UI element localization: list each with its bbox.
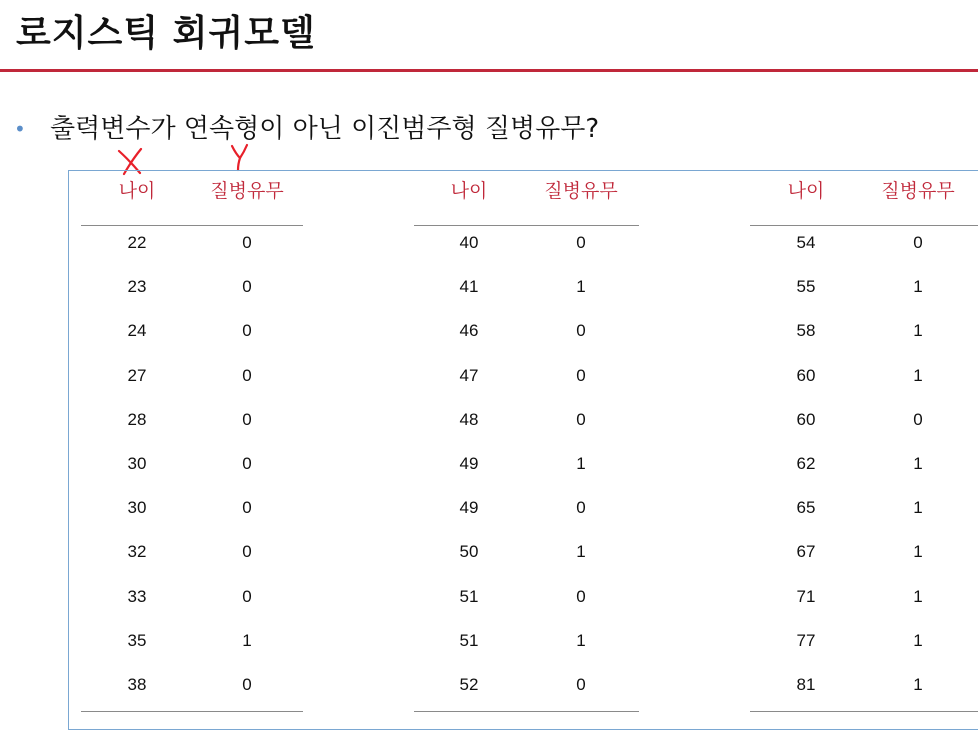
cell-disease: 1	[913, 630, 923, 650]
cell-age: 81	[796, 675, 816, 694]
cell-disease: 0	[913, 409, 923, 429]
table-row	[81, 354, 303, 398]
table-row	[81, 663, 303, 707]
cell-disease: 1	[913, 542, 923, 562]
cell-age: 41	[459, 277, 479, 297]
cell-disease: 1	[913, 498, 923, 518]
cell-disease: 0	[242, 321, 252, 341]
table-row	[750, 398, 978, 442]
cell-disease: 0	[242, 409, 252, 429]
cell-disease: 0	[242, 498, 252, 518]
column-header	[414, 175, 639, 215]
header-age: 나이	[450, 180, 488, 202]
cell-age: 62	[796, 454, 816, 473]
cell-age: 49	[459, 454, 479, 473]
table-row	[81, 619, 303, 663]
table-row	[750, 575, 978, 619]
cell-disease: 0	[576, 365, 586, 385]
column-header	[750, 175, 978, 215]
bullet-text: 출력변수가 연속형이 아닌 이진범주형 질병유무?	[50, 114, 600, 144]
cell-age: 49	[459, 498, 479, 518]
table-bottom-rule	[81, 711, 303, 712]
cell-age: 35	[127, 630, 147, 650]
table-row	[414, 619, 639, 663]
cell-disease: 1	[576, 454, 586, 473]
cell-disease: 0	[576, 586, 586, 606]
cell-age: 48	[459, 409, 479, 429]
cell-age: 71	[796, 586, 816, 606]
cell-age: 77	[796, 630, 816, 650]
header-age: 나이	[118, 180, 156, 202]
cell-disease: 0	[242, 586, 252, 606]
cell-disease: 1	[913, 277, 923, 297]
cell-age: 22	[127, 233, 147, 252]
cell-disease: 0	[576, 321, 586, 341]
cell-disease: 1	[576, 630, 586, 650]
cell-age: 47	[459, 365, 479, 385]
bullet-marker: •	[14, 117, 26, 141]
cell-disease: 0	[242, 233, 252, 252]
cell-disease: 1	[913, 365, 923, 385]
cell-age: 30	[127, 498, 147, 518]
table-row	[750, 354, 978, 398]
table-row	[81, 575, 303, 619]
table-row	[414, 530, 639, 574]
table-row	[414, 398, 639, 442]
cell-age: 24	[127, 321, 147, 341]
bullet-item	[14, 106, 599, 152]
cell-disease: 1	[576, 277, 586, 297]
table-row	[81, 530, 303, 574]
table-row	[81, 265, 303, 309]
data-table-frame	[68, 170, 978, 730]
table-row	[750, 619, 978, 663]
table-row	[81, 442, 303, 486]
cell-age: 60	[796, 365, 816, 385]
table-row	[750, 663, 978, 707]
title-divider	[0, 69, 978, 72]
cell-disease: 1	[913, 454, 923, 473]
table-row	[414, 486, 639, 530]
cell-disease: 0	[576, 409, 586, 429]
cell-disease: 0	[913, 233, 923, 252]
cell-age: 54	[796, 233, 816, 252]
table-row	[414, 442, 639, 486]
cell-age: 38	[127, 675, 147, 694]
table-row	[81, 486, 303, 530]
cell-disease: 1	[576, 542, 586, 562]
cell-age: 32	[127, 542, 147, 562]
cell-age: 27	[127, 365, 147, 385]
table-row	[750, 442, 978, 486]
cell-disease: 0	[576, 233, 586, 252]
table-bottom-rule	[750, 711, 978, 712]
header-disease: 질병유무	[210, 180, 284, 202]
table-row	[750, 309, 978, 353]
table-row	[414, 309, 639, 353]
cell-disease: 0	[242, 365, 252, 385]
cell-age: 50	[459, 542, 479, 562]
cell-age: 40	[459, 233, 479, 252]
cell-age: 60	[796, 409, 816, 429]
cell-disease: 0	[242, 542, 252, 562]
table-row	[81, 309, 303, 353]
cell-age: 30	[127, 454, 147, 473]
table-row	[414, 575, 639, 619]
cell-disease: 0	[242, 277, 252, 297]
cell-disease: 0	[242, 454, 252, 473]
cell-age: 55	[796, 277, 816, 297]
table-row	[414, 221, 639, 265]
cell-disease: 1	[913, 675, 923, 694]
cell-age: 33	[127, 586, 147, 606]
table-row	[414, 663, 639, 707]
table-column-3	[750, 171, 978, 711]
cell-age: 67	[796, 542, 816, 562]
cell-age: 51	[459, 630, 479, 650]
cell-age: 52	[459, 675, 479, 694]
table-row	[750, 221, 978, 265]
column-header	[81, 175, 303, 215]
cell-disease: 1	[242, 630, 252, 650]
table-row	[750, 530, 978, 574]
cell-disease: 1	[913, 586, 923, 606]
table-row	[414, 354, 639, 398]
cell-disease: 0	[576, 675, 586, 694]
cell-disease: 1	[913, 321, 923, 341]
table-row	[750, 265, 978, 309]
table-column-2	[414, 171, 639, 711]
slide-title: 로지스틱 회귀모델	[16, 13, 316, 54]
header-age: 나이	[787, 180, 825, 202]
table-row	[81, 398, 303, 442]
table-row	[81, 221, 303, 265]
table-row	[750, 486, 978, 530]
table-column-1	[81, 171, 303, 711]
cell-age: 65	[796, 498, 816, 518]
cell-age: 58	[796, 321, 816, 341]
header-disease: 질병유무	[881, 180, 955, 202]
cell-age: 28	[127, 409, 147, 429]
cell-disease: 0	[576, 498, 586, 518]
cell-age: 46	[459, 321, 479, 341]
cell-disease: 0	[242, 675, 252, 694]
cell-age: 23	[127, 277, 147, 297]
cell-age: 51	[459, 586, 479, 606]
header-disease: 질병유무	[544, 180, 618, 202]
table-row	[414, 265, 639, 309]
table-bottom-rule	[414, 711, 639, 712]
